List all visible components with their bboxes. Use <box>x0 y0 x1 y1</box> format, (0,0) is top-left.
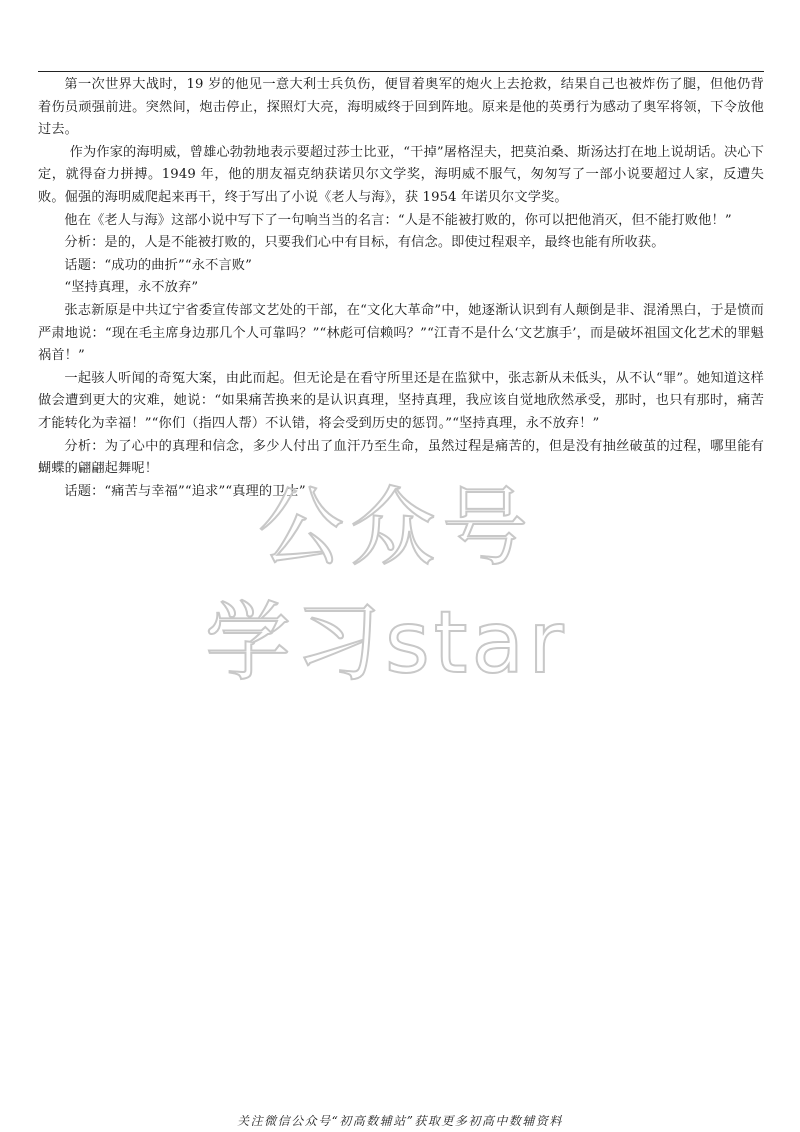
paragraph-topics-2: 话题：“痛苦与幸福”“追求”“真理的卫士” <box>64 483 306 499</box>
paragraph-analysis-2: 分析：为了心中的真理和信念，多少人付出了血汗乃至生命，虽然过程是痛苦的，但是没有抽丝破茧的过程，哪里能有蝴蝶的翩翩起舞呢！ <box>38 438 764 477</box>
paragraph-hemingway-quote: 他在《老人与海》这部小说中写下了一句响当当的名言：“人是不能被打败的，你可以把他消灭，但不能打败他！” <box>64 212 732 228</box>
page-footer: 关注微信公众号“初高数辅站”获取更多初高中数辅资料 <box>237 1114 563 1128</box>
paragraph-hemingway-writer: 作为作家的海明威，曾雄心勃勃地表示要超过莎士比亚，“干掉”屠格涅夫，把莫泊桑、斯汤达打在地上说胡话。决心下定，就得奋力拼搏。1949 年，他的朋友福克纳获诺贝尔文学奖，海明威不服气，匆匆写了一部小说要超过人家，反遭失败。倔强的海明威爬起来再干，终于写出了小说《老人与海》，获 1954 年诺贝尔文学奖。 <box>38 144 764 205</box>
paragraph-hemingway-war: 第一次世界大战时，19 岁的他见一意大利士兵负伤，便冒着奥军的炮火上去抢救，结果自己也被炸伤了腿，但他仍背着伤员顽强前进。突然间，炮击停止，探照灯大亮，海明威终于回到阵地。原来是他的英勇行为感动了奥军将领，下令放他过去。 <box>38 77 764 138</box>
article-body <box>38 74 764 503</box>
paragraph-topics-1-cont: “坚持真理，永不放弃” <box>64 280 199 296</box>
paragraph-analysis-1: 分析：是的，人是不能被打败的，只要我们心中有目标，有信念。即使过程艰辛，最终也能有所收获。 <box>64 235 665 251</box>
watermark-line-1: 公众号 <box>258 478 534 578</box>
header-rule <box>38 71 764 72</box>
paragraph-topics-1: 话题：“成功的曲折”“永不言败” <box>64 257 253 273</box>
watermark-line-2: 学习star <box>205 593 568 693</box>
paragraph-zhang-prison: 一起骇人听闻的奇冤大案，由此而起。但无论是在看守所里还是在监狱中，张志新从未低头，从不认“罪”。她知道这样做会遭到更大的灾难，她说：“如果痛苦换来的是认识真理，坚持真理，我应该自觉地欣然承受，那时，也只有那时，痛苦才能转化为幸福！”“你们（指四人帮）不认错，将会受到历史的惩罚。”“坚持真理，永不放弃！” <box>38 370 764 431</box>
paragraph-zhang-zhixin: 张志新原是中共辽宁省委宣传部文艺处的干部，在“文化大革命”中，她逐渐认识到有人颠倒是非、混淆黑白，于是愤而严肃地说：“现在毛主席身边那几个人可靠吗？”“林彪可信赖吗？”“江青不是什么‘文艺旗手’，而是破坏祖国文化艺术的罪魁祸首！” <box>38 302 764 364</box>
